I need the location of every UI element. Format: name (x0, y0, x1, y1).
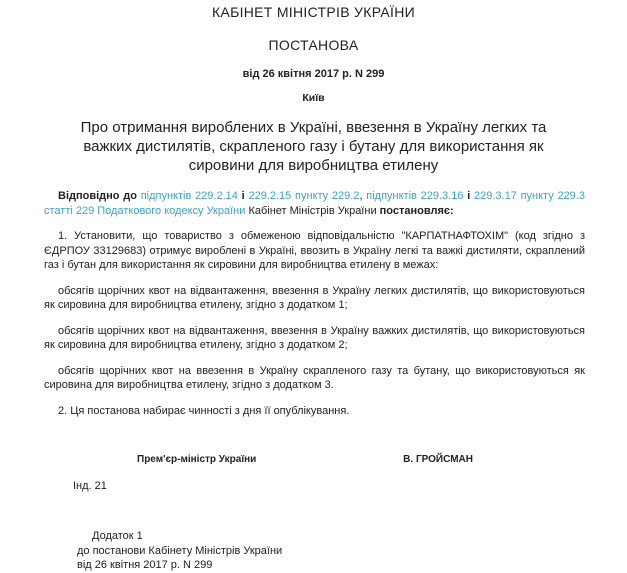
signature-role: Прем'єр-міністр України (137, 454, 257, 465)
law-link-subitem-229-3-16[interactable]: підпунктів 229.3.16 (366, 190, 464, 202)
preamble-mid-text: Кабінет Міністрів України (248, 204, 377, 217)
paragraph-item-2: 2. Ця постанова набирає чинності з дня її опублікування. (58, 404, 350, 417)
paragraph-quota-lpg-butane: обсягів щорічних квот на ввезення в Україну скрапленого газу та бутану, що використовуються як сировина для виробництва етилену, згідно з додатком 3. (44, 364, 585, 391)
law-link-subitem-229-2-14[interactable]: підпунктів 229.2.14 (140, 190, 238, 202)
preamble-paragraph (44, 189, 585, 218)
document-type-heading: ПОСТАНОВА (268, 37, 359, 53)
law-link-subitem-229-2-15[interactable]: 229.2.15 пункту 229.2 (248, 190, 360, 202)
preamble-conjunction: і (241, 190, 245, 202)
preamble-comma: , (359, 190, 363, 202)
decree-document (0, 4, 627, 571)
document-date: від 26 квітня 2017 р. N 299 (242, 68, 385, 80)
signature-row (137, 454, 473, 465)
preamble-conjunction: і (467, 190, 471, 202)
preamble-lead: Відповідно до (58, 190, 137, 202)
appendix-date: від 26 квітня 2017 р. N 299 (77, 559, 213, 571)
paragraph-quota-light-distillates: обсягів щорічних квот на відвантаження, ввезення в Україну легких дистилятів, що використовуються як сировина для виробництва етилену, згідно з додатком 1; (44, 284, 585, 311)
document-title: Про отримання вироблених в Україні, ввезення в Україну легких та важких дистилятів, скрапленого газу і бутану для використання як сировини для виробництва етилену (80, 119, 547, 174)
signature-name: В. ГРОЙСМАН (403, 454, 473, 465)
law-link-subitem-229-3-17-tax-code[interactable]: 229.3.17 пункту 229.3 статті 229 Податкового кодексу України (44, 190, 585, 217)
paragraph-quota-heavy-distillates: обсягів щорічних квот на відвантаження, ввезення в Україну важких дистилятів, що використовуються як сировина для виробництва етилену, згідно з додатком 2; (44, 324, 585, 351)
preamble-resolve-word: постановляє: (379, 204, 454, 217)
appendix-reference: до постанови Кабінету Міністрів України (77, 544, 283, 557)
appendix-block (77, 529, 627, 573)
appendix-title: Додаток 1 (92, 530, 143, 542)
index-note: Інд. 21 (73, 480, 107, 492)
document-city: Київ (302, 92, 325, 104)
paragraph-item-1: 1. Установити, що товариство з обмеженою відповідальністю "КАРПАТНАФТОХІМ" (код згідно з ЄДРПОУ 33129683) отримує вироблені в Україні, ввозить в Україну легкі та важкі дистиляти, скраплений газ і бутан для використання як сировини для виробництва етилену в межах: (44, 230, 585, 271)
issuing-authority: КАБІНЕТ МІНІСТРІВ УКРАЇНИ (211, 4, 415, 20)
